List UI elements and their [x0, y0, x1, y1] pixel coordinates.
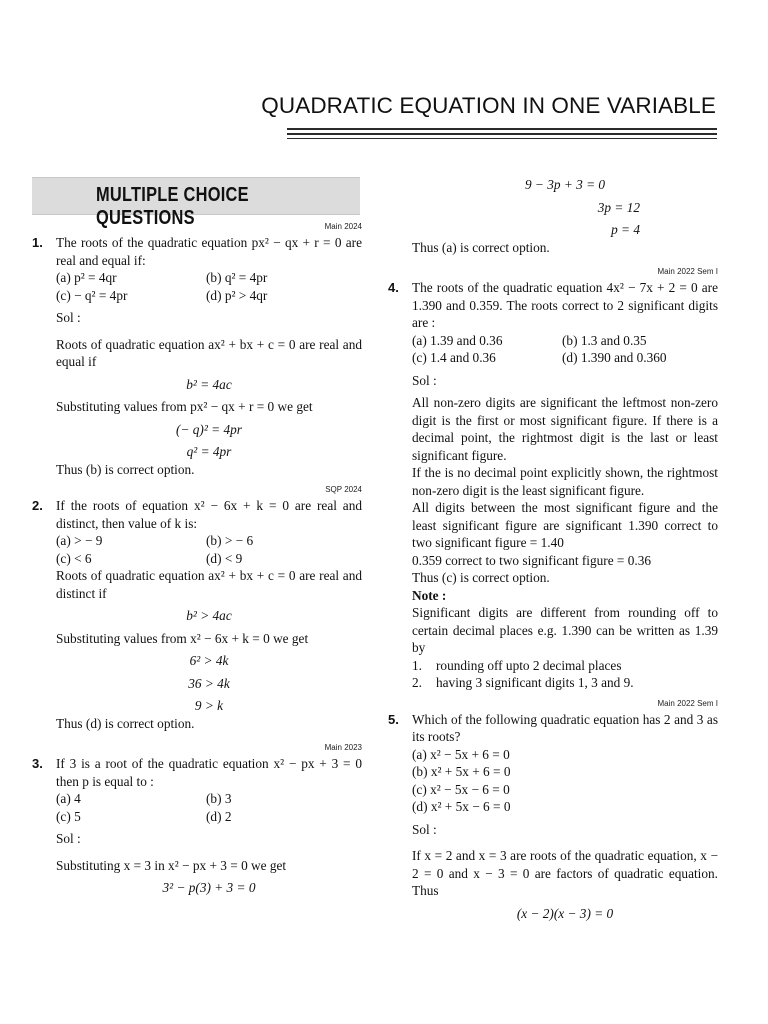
- conclusion: Thus (a) is correct option.: [412, 239, 550, 255]
- equation: 36 > 4k: [188, 675, 230, 691]
- option: (a) 1.39 and 0.36: [412, 332, 503, 348]
- conclusion: Thus (b) is correct option.: [56, 461, 195, 477]
- header-rule: [287, 128, 717, 130]
- option: (c) 1.4 and 0.36: [412, 350, 496, 365]
- option: (b) > − 6: [206, 533, 254, 548]
- solution-text: Roots of quadratic equation ax² + bx + c = 0 are real and equal if: [56, 336, 362, 369]
- question-tag: Main 2022 Sem I: [657, 267, 718, 276]
- equation: 9 − 3p + 3 = 0: [524, 177, 606, 192]
- question-tag: Main 2024: [324, 222, 362, 231]
- solution-text: Substituting values from x² − 6x + k = 0 we get: [56, 630, 309, 646]
- option: (a) p² = 4qr: [56, 270, 117, 285]
- question-tag: Main 2023: [324, 743, 362, 752]
- option: (a) x² − 5x + 6 = 0: [412, 746, 510, 762]
- option: (a) > − 9: [56, 533, 103, 548]
- header-rule: [287, 138, 717, 139]
- option: (d) p² > 4qr: [206, 287, 268, 303]
- mcq-banner-title: MULTIPLE CHOICE QUESTIONS: [96, 184, 249, 229]
- solution-text: If the is no decimal point explicitly shown, the rightmost non-zero digit is the least significant figure.: [412, 465, 718, 498]
- equation: p = 4: [611, 222, 640, 237]
- right-column: [388, 176, 718, 922]
- question-2: [32, 497, 362, 532]
- question-number: 3.: [32, 756, 43, 771]
- option: (d) x² + 5x − 6 = 0: [412, 799, 511, 814]
- option: (a) 4: [56, 791, 81, 806]
- conclusion: Thus (d) is correct option.: [56, 715, 195, 731]
- solution-label: Sol :: [412, 821, 437, 837]
- option: (b) q² = 4pr: [206, 270, 268, 285]
- options: [388, 332, 718, 367]
- equation: (− q)² = 4pr: [176, 421, 242, 437]
- question-1: [32, 234, 362, 269]
- equation: 3² − p(3) + 3 = 0: [162, 880, 256, 895]
- question-text: Which of the following quadratic equation has 2 and 3 as its roots?: [412, 711, 718, 744]
- solution-text: Roots of quadratic equation ax² + bx + c = 0 are real and distinct if: [56, 568, 362, 601]
- note-label: Note :: [412, 587, 447, 603]
- list-item: 1. rounding off upto 2 decimal places: [412, 657, 622, 673]
- question-number: 1.: [32, 235, 43, 250]
- solution-text: Substituting values from px² − qx + r = 0 we get: [56, 399, 313, 414]
- option: (b) 3: [206, 791, 232, 806]
- solution-text: Significant digits are different from rounding off to certain decimal places e.g. 1.390 can be written as 1.39 by: [412, 605, 718, 655]
- equation: b² = 4ac: [186, 376, 232, 392]
- question-3: [32, 755, 362, 790]
- question-4: [388, 279, 718, 332]
- equation: 3p = 12: [597, 199, 640, 215]
- options: [388, 746, 718, 816]
- conclusion: Thus (c) is correct option.: [412, 570, 550, 585]
- equation: 6² > 4k: [189, 653, 229, 668]
- solution-text: 0.359 correct to two significant figure = 0.36: [412, 552, 652, 568]
- question-text: The roots of the quadratic equation 4x² − 7x + 2 = 0 are 1.390 and 0.359. The roots correct to 2 significant digits are :: [412, 280, 718, 330]
- question-text: If 3 is a root of the quadratic equation x² − px + 3 = 0 then p is equal to :: [56, 756, 362, 789]
- solution-label: Sol :: [56, 310, 81, 325]
- question-text: If the roots of equation x² − 6x + k = 0 are real and distinct, then value of k is:: [56, 498, 362, 531]
- option: (d) < 9: [206, 550, 243, 566]
- options: [32, 532, 362, 567]
- question-text: The roots of the quadratic equation px² − qx + r = 0 are real and equal if:: [56, 235, 362, 268]
- question-5: [388, 711, 718, 746]
- question-number: 5.: [388, 711, 399, 727]
- equation: b² > 4ac: [186, 608, 232, 623]
- option: (b) x² + 5x + 6 = 0: [412, 764, 511, 779]
- question-tag: Main 2022 Sem I: [657, 698, 718, 708]
- option: (c) x² − 5x − 6 = 0: [412, 781, 510, 797]
- solution-text: Substituting x = 3 in x² − px + 3 = 0 we get: [56, 857, 287, 873]
- solution-text: All digits between the most significant figure and the least significant figure are significant 1.390 correct to two significant figure = 1.40: [412, 500, 718, 550]
- solution-text: All non-zero digits are significant the leftmost non-zero digit is the first or most significant figure. If there is a decimal point, the rightmost digit is the last or least significant figure.: [412, 395, 718, 463]
- equation: q² = 4pr: [186, 444, 232, 459]
- option: (c) − q² = 4pr: [56, 287, 128, 303]
- options: [32, 269, 362, 304]
- left-column: [32, 220, 362, 897]
- option: (c) < 6: [56, 550, 92, 566]
- solution-label: Sol :: [412, 372, 437, 388]
- question-tag: SQP 2024: [325, 485, 362, 494]
- option: (c) 5: [56, 808, 81, 824]
- page-header-title: QUADRATIC EQUATION IN ONE VARIABLE: [261, 93, 716, 118]
- equation: (x − 2)(x − 3) = 0: [516, 905, 614, 921]
- question-number: 4.: [388, 280, 399, 295]
- equation: 9 > k: [194, 698, 224, 713]
- solution-text: If x = 2 and x = 3 are roots of the quadratic equation, x − 2 = 0 and x − 3 = 0 are factors of quadratic equation. Thus: [412, 848, 718, 898]
- list-item: 2. having 3 significant digits 1, 3 and 9.: [412, 675, 634, 690]
- solution-label: Sol :: [56, 831, 81, 846]
- question-number: 2.: [32, 498, 43, 513]
- option: (d) 2: [206, 808, 232, 824]
- options: [32, 790, 362, 825]
- header-rule: [287, 133, 717, 135]
- option: (d) 1.390 and 0.360: [562, 350, 667, 365]
- option: (b) 1.3 and 0.35: [562, 332, 647, 348]
